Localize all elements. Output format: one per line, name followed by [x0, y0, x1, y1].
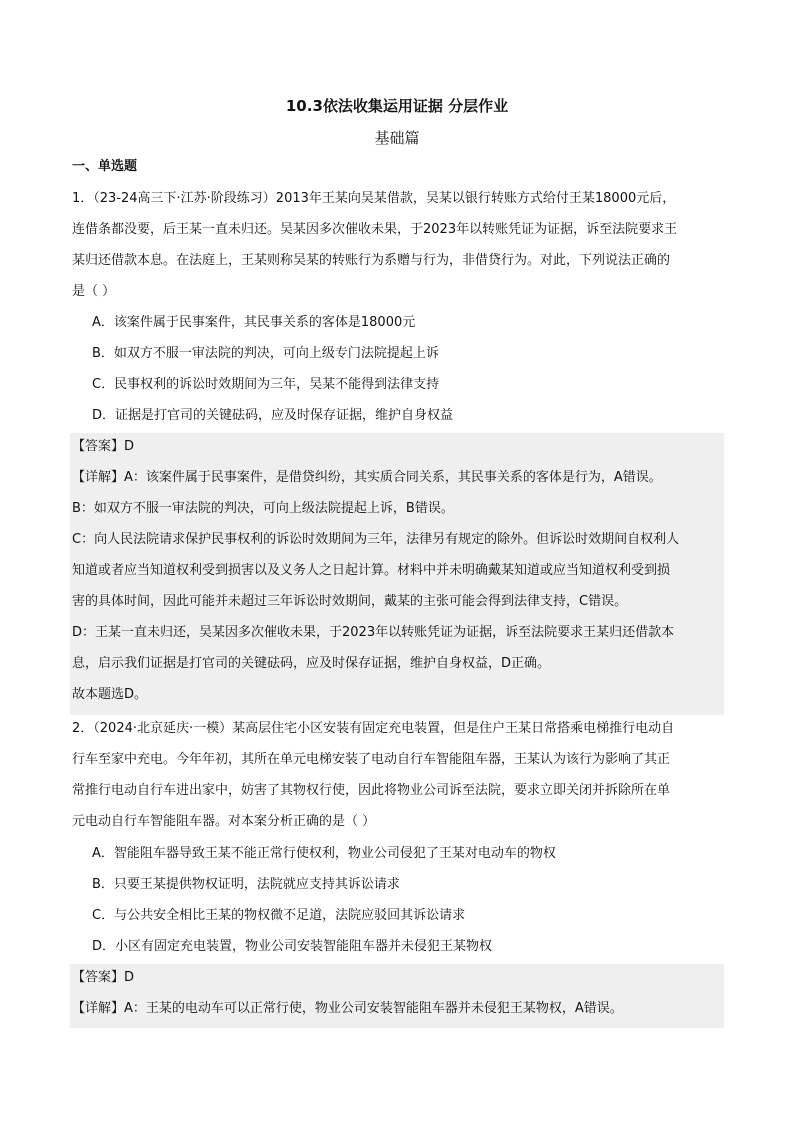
q2-stem-line: 元电动自行车智能阻车器。对本案分析正确的是（ ） — [72, 814, 376, 829]
q2-option-a: A．智能阻车器导致王某不能正常行使权利，物业公司侵犯了王某对电动车的物权 — [92, 846, 556, 861]
q1-option-a: A．该案件属于民事案件，其民事关系的客体是18000元 — [92, 315, 416, 330]
q2-stem-line: 行车至家中充电。今年年初，其所在单元电梯安装了电动自行车智能阻车器，王某认为该行为影响了其正 — [72, 752, 671, 767]
q1-option-b: B．如双方不服一审法院的判决，可向上级专门法院提起上诉 — [92, 346, 439, 361]
section-heading: 一、单选题 — [72, 159, 138, 174]
q1-detail-line: 害的具体时间，因此可能并未超过三年诉讼时效期间，戴某的主张可能会得到法律支持，C错误。 — [72, 594, 628, 609]
q1-detail-line: C：向人民法院请求保护民事权利的诉讼时效期间为三年，法律另有规定的除外。但诉讼时效期间自权利人 — [72, 532, 680, 547]
q1-stem-line: 连借条都没要，后王某一直未归还。吴某因多次催收未果，于2023年以转账凭证为证据，诉至法院要求王 — [72, 222, 678, 237]
q1-detail-line: 知道或者应当知道权利受到损害以及义务人之日起计算。材料中并未明确戴某知道或应当知道权利受到损 — [72, 563, 671, 578]
q1-detail-line: 【详解】A：该案件属于民事案件，是借贷纠纷，其实质合同关系，其民事关系的客体是行为，A错误。 — [72, 470, 662, 485]
q1-stem-line: 某归还借款本息。在法庭上，王某则称吴某的转账行为系赠与行为，非借贷行为。对此，下列说法正确的 — [72, 253, 671, 268]
q1-option-d: D．证据是打官司的关键砝码，应及时保存证据，维护自身权益 — [92, 408, 454, 423]
q2-option-c: C．与公共安全相比王某的物权微不足道，法院应驳回其诉讼请求 — [92, 908, 466, 923]
q1-detail-line: 故本题选D。 — [72, 687, 148, 702]
q2-stem-line: 常推行电动自行车进出家中，妨害了其物权行使，因此将物业公司诉至法院，要求立即关闭并拆除所在单 — [72, 783, 671, 798]
q2-detail-line: 【详解】A：王某的电动车可以正常行使，物业公司安装智能阻车器并未侵犯王某物权，A错误。 — [72, 1001, 623, 1016]
q1-option-c: C．民事权利的诉讼时效期间为三年，吴某不能得到法律支持 — [92, 377, 440, 392]
page-subtitle: 基础篇 — [374, 129, 420, 147]
q1-detail-line: 息，启示我们证据是打官司的关键砝码，应及时保存证据，维护自身权益，D正确。 — [72, 656, 551, 671]
page-title: 10.3依法收集运用证据 分层作业 — [285, 97, 509, 115]
q1-detail-line: B：如双方不服一审法院的判决，可向上级法院提起上诉，B错误。 — [72, 501, 454, 516]
q1-stem-line: 1．（23-24高三下·江苏·阶段练习）2013年王某向吴某借款，吴某以银行转账方式给付王某18000元后， — [72, 191, 676, 206]
q1-stem-line: 是（ ） — [72, 284, 116, 299]
q2-answer: 【答案】D — [72, 970, 135, 985]
q2-option-b: B．只要王某提供物权证明，法院就应支持其诉讼请求 — [92, 877, 400, 892]
q2-stem-line: 2．（2024·北京延庆·一模）某高层住宅小区安装有固定充电装置，但是住户王某日常搭乘电梯推行电动自 — [72, 721, 675, 736]
q1-answer: 【答案】D — [72, 439, 135, 454]
q1-detail-line: D：王某一直未归还，吴某因多次催收未果，于2023年以转账凭证为证据，诉至法院要求王某归还借款本 — [72, 625, 675, 640]
q2-option-d: D．小区有固定充电装置，物业公司安装智能阻车器并未侵犯王某物权 — [92, 939, 493, 954]
